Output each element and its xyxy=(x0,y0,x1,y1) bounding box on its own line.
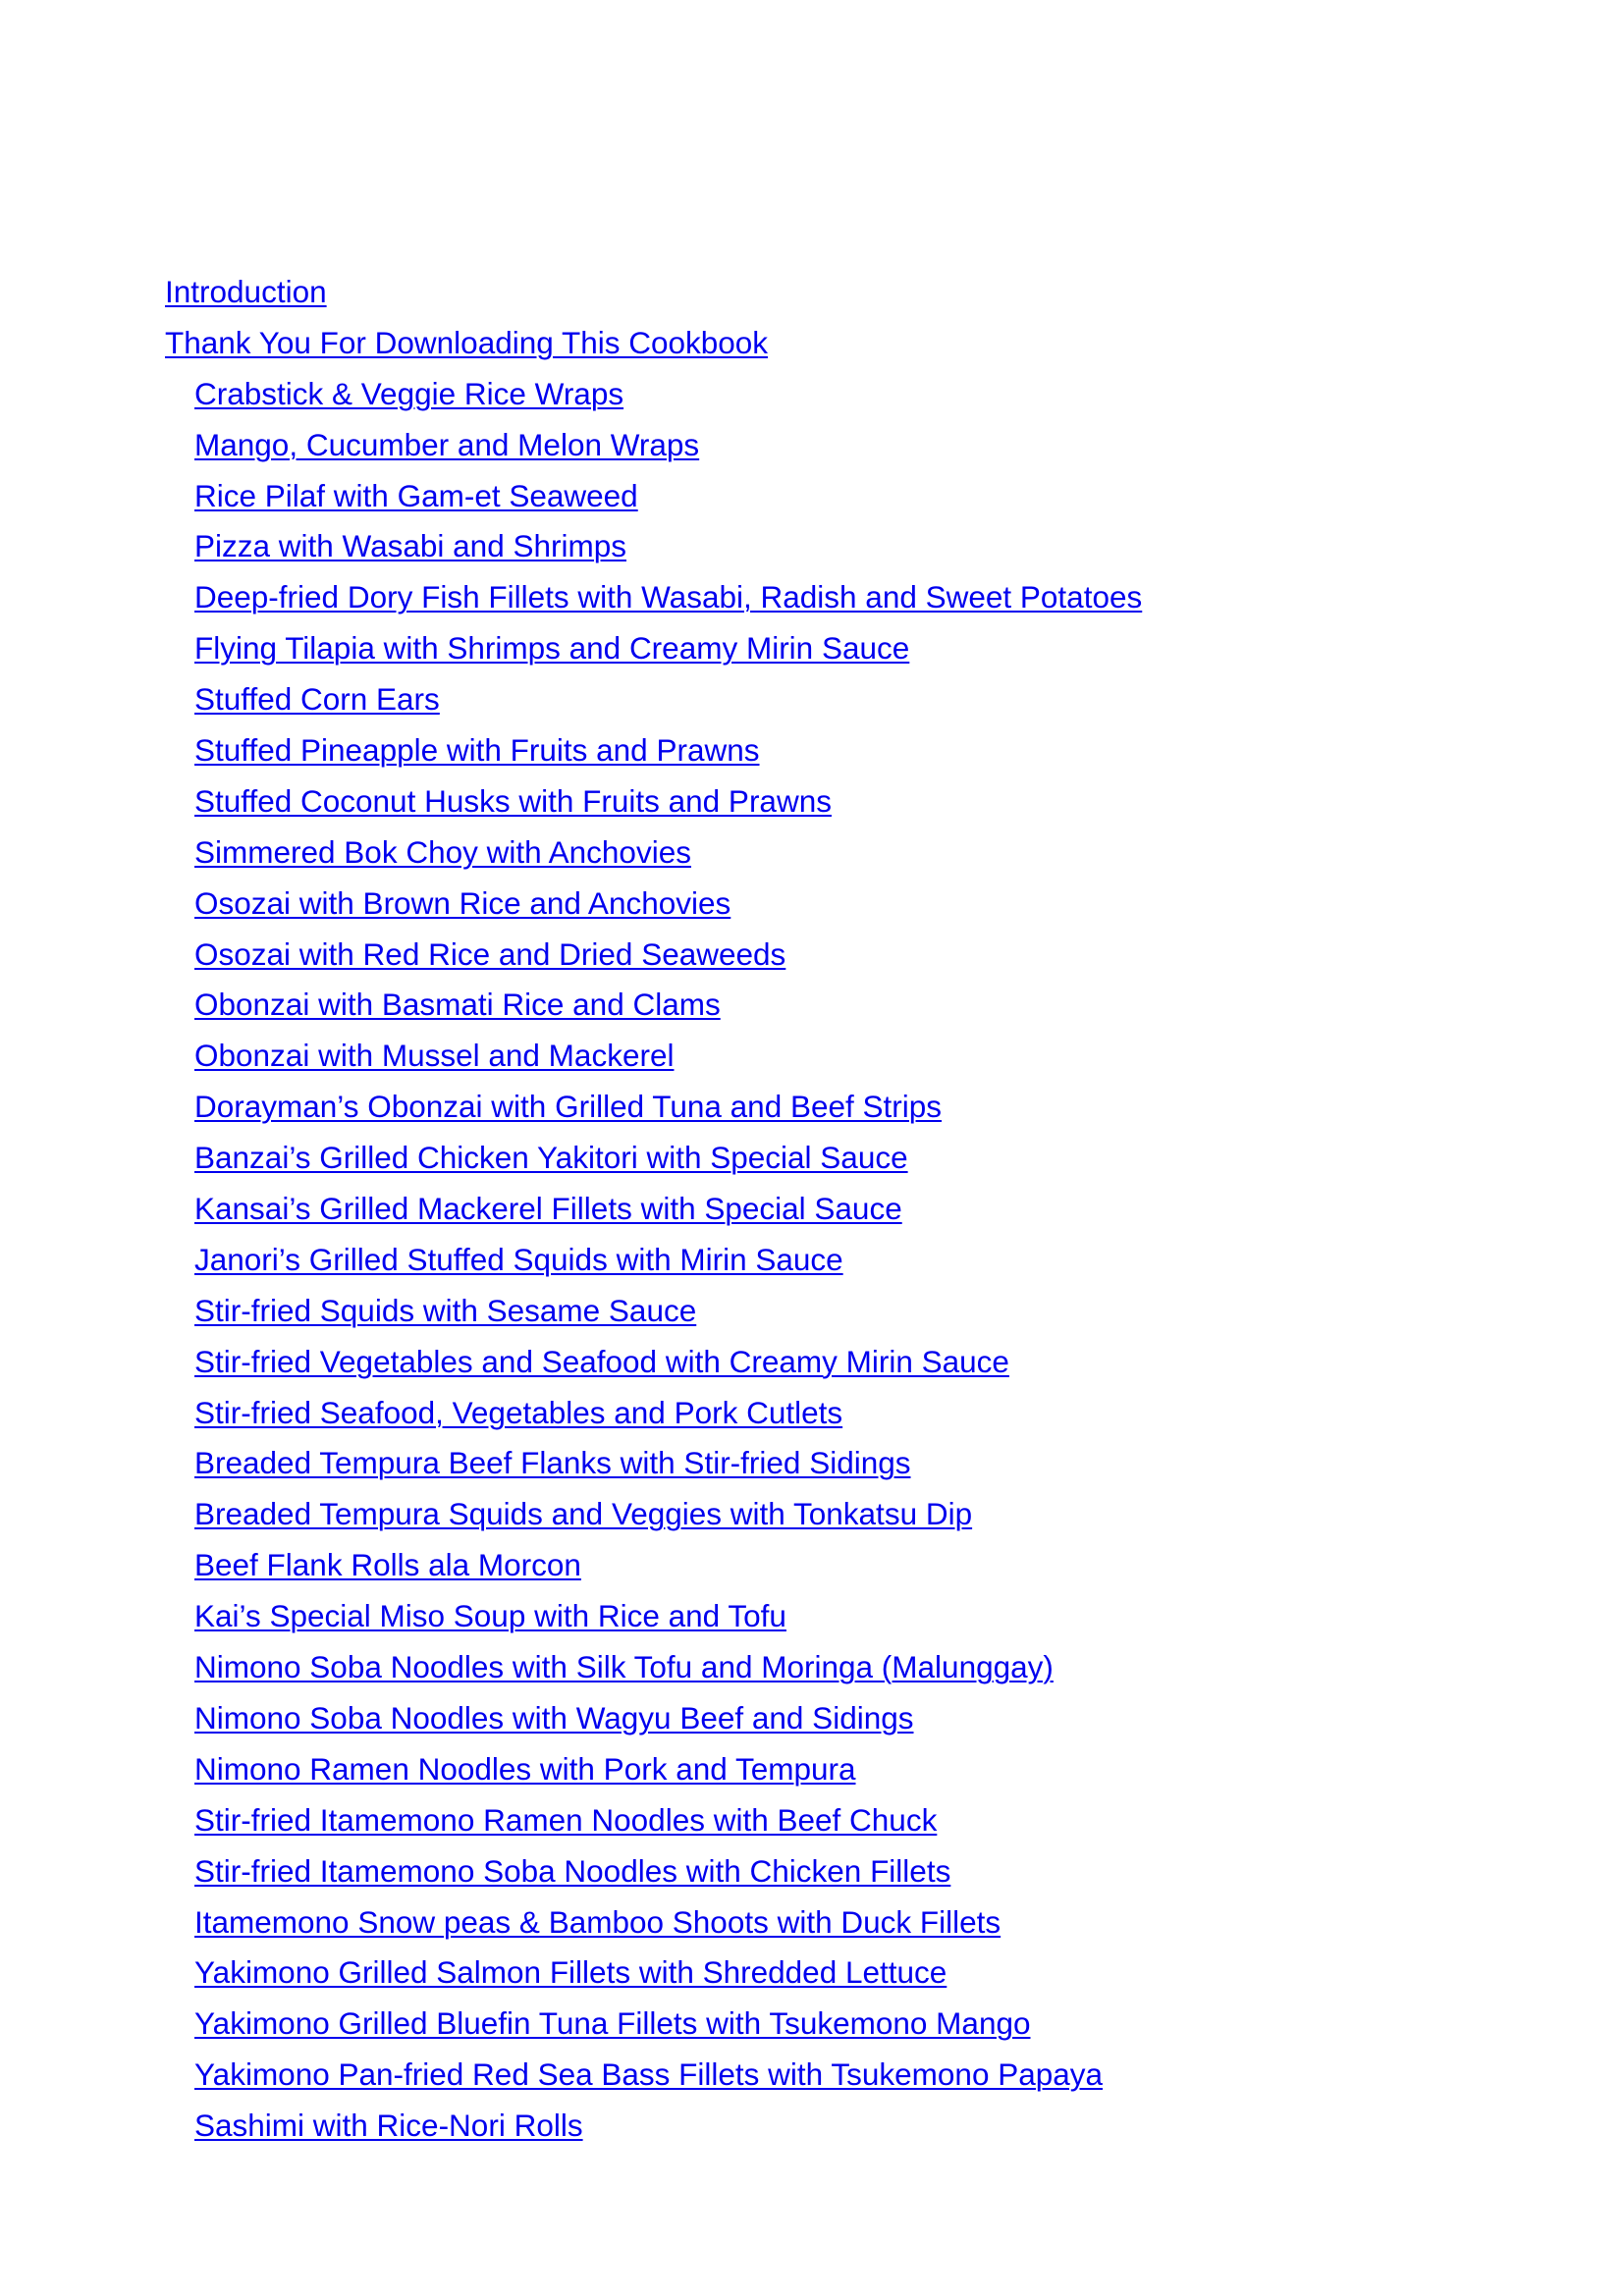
toc-entry-recipe xyxy=(165,420,1540,471)
toc-entry-recipe xyxy=(165,1337,1540,1388)
toc-link-recipe[interactable]: Kansai’s Grilled Mackerel Fillets with Special Sauce xyxy=(194,1191,902,1227)
toc-entry-recipe xyxy=(165,1489,1540,1540)
toc-entry-recipe xyxy=(165,1948,1540,1999)
table-of-contents xyxy=(165,267,1540,2152)
toc-entry-recipe xyxy=(165,521,1540,572)
toc-link-recipe[interactable]: Mango, Cucumber and Melon Wraps xyxy=(194,426,700,462)
toc-link-recipe[interactable]: Flying Tilapia with Shrimps and Creamy Mirin Sauce xyxy=(194,630,910,667)
toc-link-recipe[interactable]: Obonzai with Basmati Rice and Clams xyxy=(194,987,721,1023)
toc-link-recipe[interactable]: Simmered Bok Choy with Anchovies xyxy=(194,833,691,870)
toc-link-recipe[interactable]: Dorayman’s Obonzai with Grilled Tuna and Beef Strips xyxy=(194,1089,943,1125)
toc-entry-recipe xyxy=(165,1999,1540,2050)
toc-link-recipe[interactable]: Stir-fried Squids with Sesame Sauce xyxy=(194,1292,697,1328)
toc-link-recipe[interactable]: Stuffed Coconut Husks with Fruits and Prawns xyxy=(194,782,832,819)
toc-link-recipe[interactable]: Crabstick & Veggie Rice Wraps xyxy=(194,375,624,411)
toc-link-recipe[interactable]: Janori’s Grilled Stuffed Squids with Mirin Sauce xyxy=(194,1241,843,1277)
toc-entry-recipe xyxy=(165,725,1540,776)
toc-entry-recipe xyxy=(165,776,1540,828)
toc-link-recipe[interactable]: Yakimono Grilled Salmon Fillets with Shredded Lettuce xyxy=(194,1954,947,1991)
toc-link-recipe[interactable]: Kai’s Special Miso Soup with Rice and Tofu xyxy=(194,1598,786,1634)
toc-link-recipe[interactable]: Obonzai with Mussel and Mackerel xyxy=(194,1038,675,1074)
toc-entry-recipe xyxy=(165,1184,1540,1235)
toc-link-recipe[interactable]: Deep-fried Dory Fish Fillets with Wasabi, Radish and Sweet Potatoes xyxy=(194,579,1143,615)
toc-entry-recipe xyxy=(165,1438,1540,1489)
toc-entry-introduction xyxy=(165,267,1540,318)
toc-entry-recipe xyxy=(165,1591,1540,1642)
toc-entry-recipe xyxy=(165,980,1540,1031)
toc-link-recipe[interactable]: Stir-fried Vegetables and Seafood with Creamy Mirin Sauce xyxy=(194,1343,1009,1379)
toc-link-recipe[interactable]: Nimono Ramen Noodles with Pork and Tempura xyxy=(194,1750,856,1787)
toc-link-recipe[interactable]: Yakimono Grilled Bluefin Tuna Fillets with Tsukemono Mango xyxy=(194,2005,1031,2042)
toc-link-recipe[interactable]: Yakimono Pan-fried Red Sea Bass Fillets with Tsukemono Papaya xyxy=(194,2056,1104,2093)
toc-entry-recipe xyxy=(165,471,1540,522)
toc-entry-recipe xyxy=(165,1031,1540,1082)
toc-entry-recipe xyxy=(165,2101,1540,2152)
toc-entry-recipe xyxy=(165,2050,1540,2101)
toc-entry-thank-you xyxy=(165,318,1540,369)
toc-entry-recipe xyxy=(165,1846,1540,1897)
toc-entry-recipe xyxy=(165,1286,1540,1337)
toc-link-recipe[interactable]: Osozai with Red Rice and Dried Seaweeds xyxy=(194,935,786,972)
toc-entry-recipe xyxy=(165,1235,1540,1286)
toc-link-recipe[interactable]: Breaded Tempura Squids and Veggies with Tonkatsu Dip xyxy=(194,1496,973,1532)
toc-entry-recipe xyxy=(165,1693,1540,1744)
toc-link-thank-you[interactable]: Thank You For Downloading This Cookbook xyxy=(165,324,769,360)
toc-entry-recipe xyxy=(165,674,1540,725)
toc-link-recipe[interactable]: Stuffed Corn Ears xyxy=(194,681,440,718)
toc-link-recipe[interactable]: Stir-fried Itamemono Ramen Noodles with Beef Chuck xyxy=(194,1801,938,1838)
toc-entry-recipe xyxy=(165,1744,1540,1795)
toc-entry-recipe xyxy=(165,623,1540,674)
toc-link-recipe[interactable]: Banzai’s Grilled Chicken Yakitori with Special Sauce xyxy=(194,1140,908,1176)
toc-entry-recipe xyxy=(165,1897,1540,1949)
toc-entry-recipe xyxy=(165,879,1540,930)
toc-entry-recipe xyxy=(165,1133,1540,1184)
toc-link-introduction[interactable]: Introduction xyxy=(165,274,327,309)
toc-link-recipe[interactable]: Nimono Soba Noodles with Silk Tofu and Moringa (Malunggay) xyxy=(194,1649,1054,1685)
toc-link-recipe[interactable]: Stuffed Pineapple with Fruits and Prawns xyxy=(194,732,760,769)
toc-link-recipe[interactable]: Itamemono Snow peas & Bamboo Shoots with Duck Fillets xyxy=(194,1903,1001,1940)
toc-entry-recipe xyxy=(165,828,1540,879)
toc-link-recipe[interactable]: Beef Flank Rolls ala Morcon xyxy=(194,1547,581,1583)
toc-link-recipe[interactable]: Rice Pilaf with Gam-et Seaweed xyxy=(194,477,638,513)
toc-link-recipe[interactable]: Pizza with Wasabi and Shrimps xyxy=(194,528,627,564)
toc-entry-recipe xyxy=(165,1540,1540,1591)
toc-entry-recipe xyxy=(165,1642,1540,1693)
toc-link-recipe[interactable]: Stir-fried Seafood, Vegetables and Pork Cutlets xyxy=(194,1394,843,1430)
toc-link-recipe[interactable]: Osozai with Brown Rice and Anchovies xyxy=(194,884,731,921)
toc-entry-recipe xyxy=(165,369,1540,420)
toc-link-recipe[interactable]: Stir-fried Itamemono Soba Noodles with Chicken Fillets xyxy=(194,1852,951,1889)
toc-link-recipe[interactable]: Breaded Tempura Beef Flanks with Stir-fried Sidings xyxy=(194,1445,911,1481)
toc-entry-recipe xyxy=(165,572,1540,623)
toc-entry-recipe xyxy=(165,930,1540,981)
toc-entry-recipe xyxy=(165,1082,1540,1133)
toc-entry-recipe xyxy=(165,1388,1540,1439)
toc-link-recipe[interactable]: Nimono Soba Noodles with Wagyu Beef and Sidings xyxy=(194,1699,914,1735)
toc-entry-recipe xyxy=(165,1795,1540,1846)
toc-link-recipe[interactable]: Sashimi with Rice-Nori Rolls xyxy=(194,2108,583,2144)
